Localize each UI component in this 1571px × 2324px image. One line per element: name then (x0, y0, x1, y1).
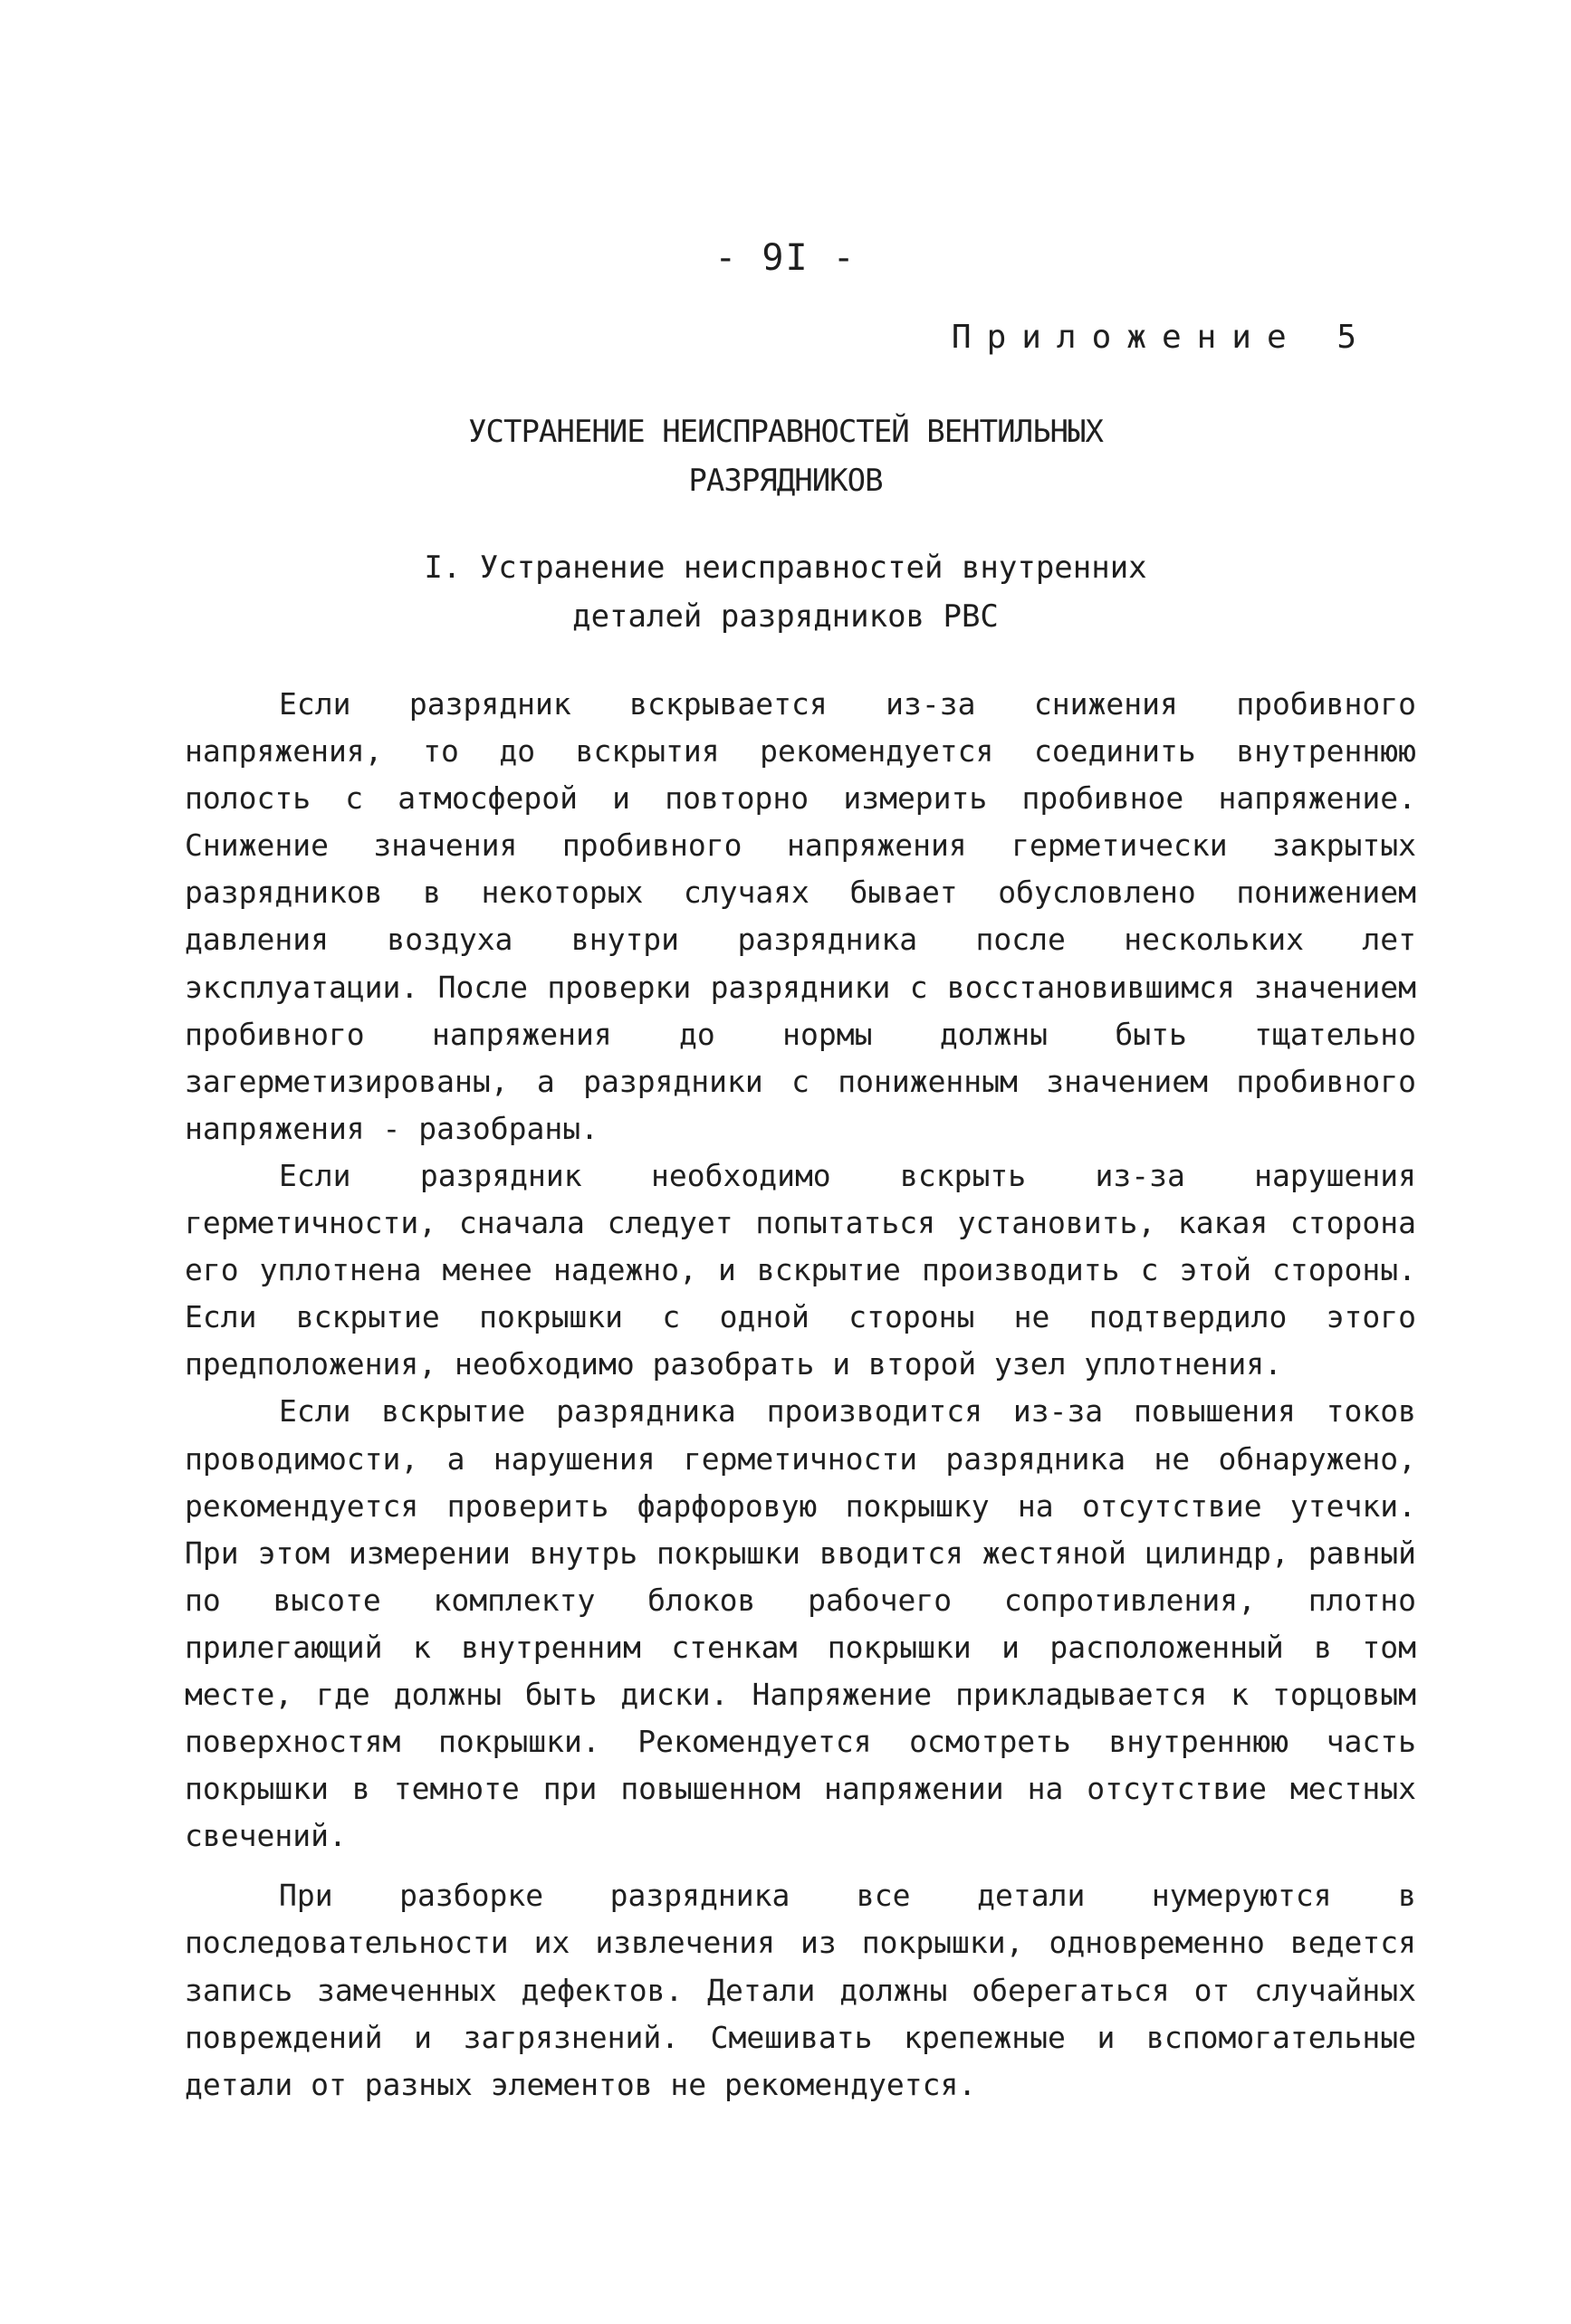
paragraph-2: Если разрядник необходимо вскрыть из-за нарушения герметичности, сначала следует попытаться установить, какая сторона его уплотнена менее надежно, и вскрытие производить с этой стороны. Если вскрытие покрышки с одной стороны не подтвердило этого предположения, необходимо разобрать и второй узел уплотнения. (185, 1157, 1416, 1382)
appendix-label: Приложение 5 (951, 319, 1372, 356)
document-title (0, 407, 1571, 505)
section-heading-line-1: I. Устранение неисправностей внутренних (424, 550, 1147, 586)
paragraph-4: При разборке разрядника все детали нумеруются в последовательности их извлечения из покрышки, одновременно ведется запись замеченных дефектов. Детали должны оберегаться от случайных повреждений и загрязнений. Смешивать крепежные и вспомогательные детали от разных элементов не рекомендуется. (185, 1878, 1416, 2102)
section-heading-line-2: деталей разрядников РВС (572, 598, 999, 635)
page-number: - 9I - (714, 237, 857, 279)
body-text (185, 681, 1416, 2109)
section-heading (0, 543, 1571, 641)
paragraph-1: Если разрядник вскрывается из-за снижения пробивного напряжения, то до вскрытия рекомендуется соединить внутреннюю полость с атмосферой и повторно измерить пробивное напряжение. Снижение значения пробивного напряжения герметически закрытых разрядников в некоторых случаях бывает обусловлено понижением давления воздуха внутри разрядника после нескольких лет эксплуатации. После проверки разрядники с восстановившимся значением пробивного напряжения до нормы должны быть тщательно загерметизированы, а разрядники с пониженным значением пробивного напряжения - разобраны. (185, 686, 1416, 1146)
title-line-1: УСТРАНЕНИЕ НЕИСПРАВНОСТЕЙ ВЕНТИЛЬНЫХ (468, 414, 1103, 450)
paragraph-3: Если вскрытие разрядника производится из-за повышения токов проводимости, а нарушения герметичности разрядника не обнаружено, рекомендуется проверить фарфоровую покрышку на отсутствие утечки. При этом измерении внутрь покрышки вводится жестяной цилиндр, равный по высоте комплекту блоков рабочего сопротивления, плотно прилегающий к внутренним стенкам покрышки и расположенный в том месте, где должны быть диски. Напряжение прикладывается к торцовым поверхностям покрышки. Рекомендуется осмотреть внутреннюю часть покрышки в темноте при повышенном напряжении на отсутствие местных свечений. (185, 1393, 1416, 1854)
title-line-2: РАЗРЯДНИКОВ (688, 463, 883, 499)
